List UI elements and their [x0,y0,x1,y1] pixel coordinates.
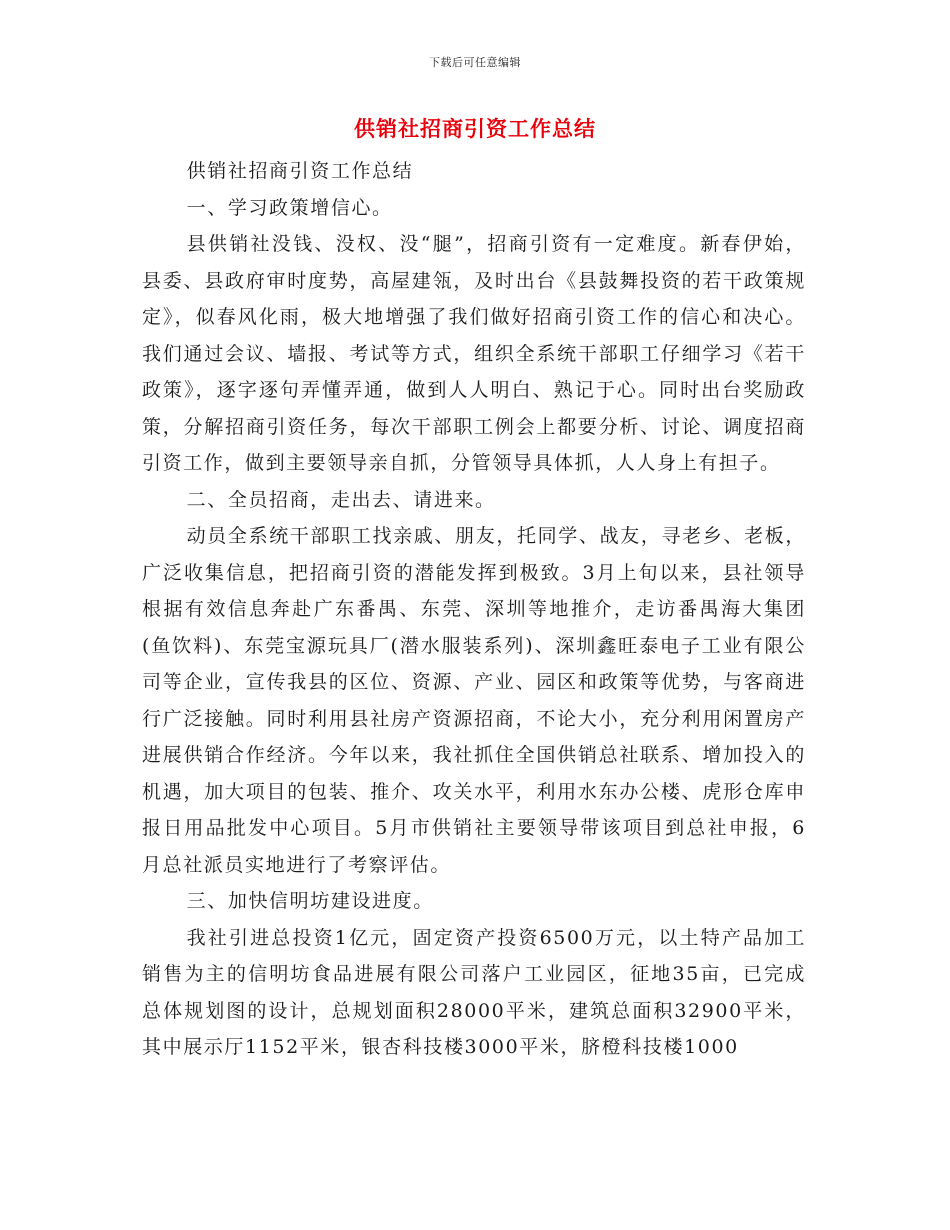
document-body [142,153,806,1066]
section-heading-1: 一、学习政策增信心。 [186,196,393,219]
section-heading-2: 二、全员招商，走出去、请进来。 [186,488,496,511]
header-note: 下载后可任意编辑 [429,56,521,69]
paragraph: 动员全系统干部职工找亲戚、朋友，托同学、战友，寻老乡、老板，广泛收集信息，把招商引资的潜能发挥到极致。3月上旬以来，县社领导根据有效信息奔赴广东番禺、东莞、深圳等地推介，走访番禺海大集团(鱼饮料)、东莞宝源玩具厂(潜水服装系列)、深圳鑫旺泰电子工业有限公司等企业，宣传我县的区位、资源、产业、园区和政策等优势，与客商进行广泛接触。同时利用县社房产资源招商，不论大小，充分利用闲置房产进展供销合作经济。今年以来，我社抓住全国供销总社联系、增加投入的机遇，加大项目的包装、推介、攻关水平，利用水东办公楼、虎形仓库申报日用品批发中心项目。5月市供销社主要领导带该项目到总社申报，6月总社派员实地进行了考察评估。 [142,525,806,876]
section-heading-3: 三、加快信明坊建设进度。 [186,890,434,912]
paragraph: 县供销社没钱、没权、没“腿”，招商引资有一定难度。新春伊始，县委、县政府审时度势，高屋建瓴，及时出台《县鼓舞投资的若干政策规定》，似春风化雨，极大地增强了我们做好招商引资工作的信心和决心。我们通过会议、墙报、考试等方式，组织全系统干部职工仔细学习《若干政策》，逐字逐句弄懂弄通，做到人人明白、熟记于心。同时出台奖励政策，分解招商引资任务，每次干部职工例会上都要分析、讨论、调度招商引资工作，做到主要领导亲自抓，分管领导具体抓，人人身上有担子。 [142,233,806,474]
paragraph-subtitle: 供销社招商引资工作总结 [186,160,414,182]
paragraph: 我社引进总投资1亿元，固定资产投资6500万元，以土特产品加工销售为主的信明坊食品进展有限公司落户工业园区，征地35亩，已完成总体规划图的设计，总规划面积28000平米，建筑总面积32900平米，其中展示厅1152平米，银杏科技楼3000平米，脐橙科技楼1000 [142,926,806,1058]
document-title: 供销社招商引资工作总结 [354,116,596,141]
